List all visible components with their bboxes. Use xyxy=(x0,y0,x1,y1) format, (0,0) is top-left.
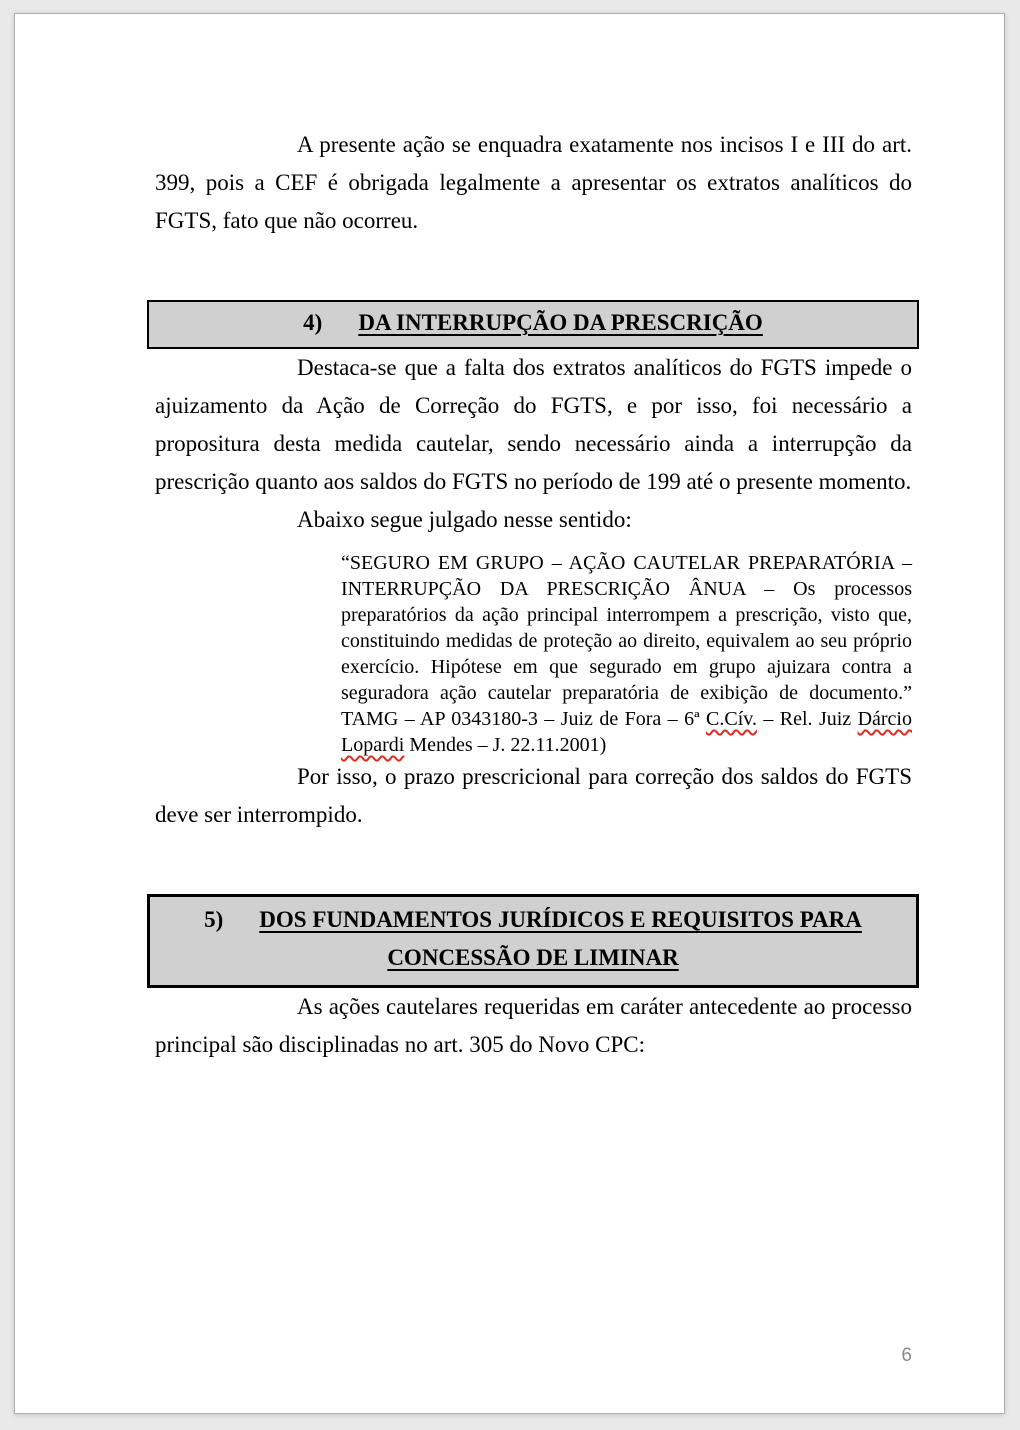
section-4-heading xyxy=(147,300,919,349)
section-4-number: 4) xyxy=(303,310,323,335)
section-5-heading xyxy=(147,894,919,988)
case-law-quote xyxy=(341,550,912,758)
paragraph-acoes: As ações cautelares requeridas em caráter antecedente ao processo principal são disciplinadas no art. 305 do Novo CPC: xyxy=(155,994,912,1057)
section-5-heading-line-1 xyxy=(150,901,916,939)
document-page xyxy=(14,13,1005,1414)
section-5-title-line-2: CONCESSÃO DE LIMINAR xyxy=(387,945,679,970)
section-5-title-line-1: DOS FUNDAMENTOS JURÍDICOS E REQUISITOS PARA xyxy=(259,907,862,932)
quote-text-3: Mendes – J. 22.11.2001) xyxy=(404,734,607,756)
section-5-number: 5) xyxy=(204,907,224,932)
quote-misspelled-word-1: C.Cív. xyxy=(706,708,757,730)
page-number: 6 xyxy=(901,1345,912,1366)
quote-misspelled-word-2: Dárcio xyxy=(857,708,912,730)
page-content xyxy=(15,14,1004,1064)
section-4-title: DA INTERRUPÇÃO DA PRESCRIÇÃO xyxy=(358,310,763,335)
paragraph-por-isso: Por isso, o prazo prescricional para correção dos saldos do FGTS deve ser interrompido. xyxy=(155,764,912,827)
paragraph-abaixo: Abaixo segue julgado nesse sentido: xyxy=(297,507,632,532)
paragraph-destaca: Destaca-se que a falta dos extratos analíticos do FGTS impede o ajuizamento da Ação de Correção do FGTS, e por isso, foi necessário a propositura desta medida cautelar, sendo necessário ainda a interrupção da prescrição quanto aos saldos do FGTS no período de 199 até o presente momento. xyxy=(155,355,912,494)
quote-text-1: “SEGURO EM GRUPO – AÇÃO CAUTELAR PREPARATÓRIA – INTERRUPÇÃO DA PRESCRIÇÃO ÂNUA – Os processos preparatórios da ação principal interrompem a prescrição, visto que, constituindo medidas de proteção ao direito, equivalem ao seu próprio exercício. Hipótese em que segurado em grupo ajuizara contra a seguradora ação cautelar preparatória de exibição de documento.” TAMG – AP 0343180-3 – Juiz de Fora – 6ª xyxy=(341,552,912,730)
quote-misspelled-word-3: Lopardi xyxy=(341,734,405,756)
section-5-heading-line-2 xyxy=(150,939,916,977)
quote-text-2: – Rel. Juiz xyxy=(756,708,858,730)
paragraph-intro: A presente ação se enquadra exatamente nos incisos I e III do art. 399, pois a CEF é obrigada legalmente a apresentar os extratos analíticos do FGTS, fato que não ocorreu. xyxy=(155,132,912,233)
